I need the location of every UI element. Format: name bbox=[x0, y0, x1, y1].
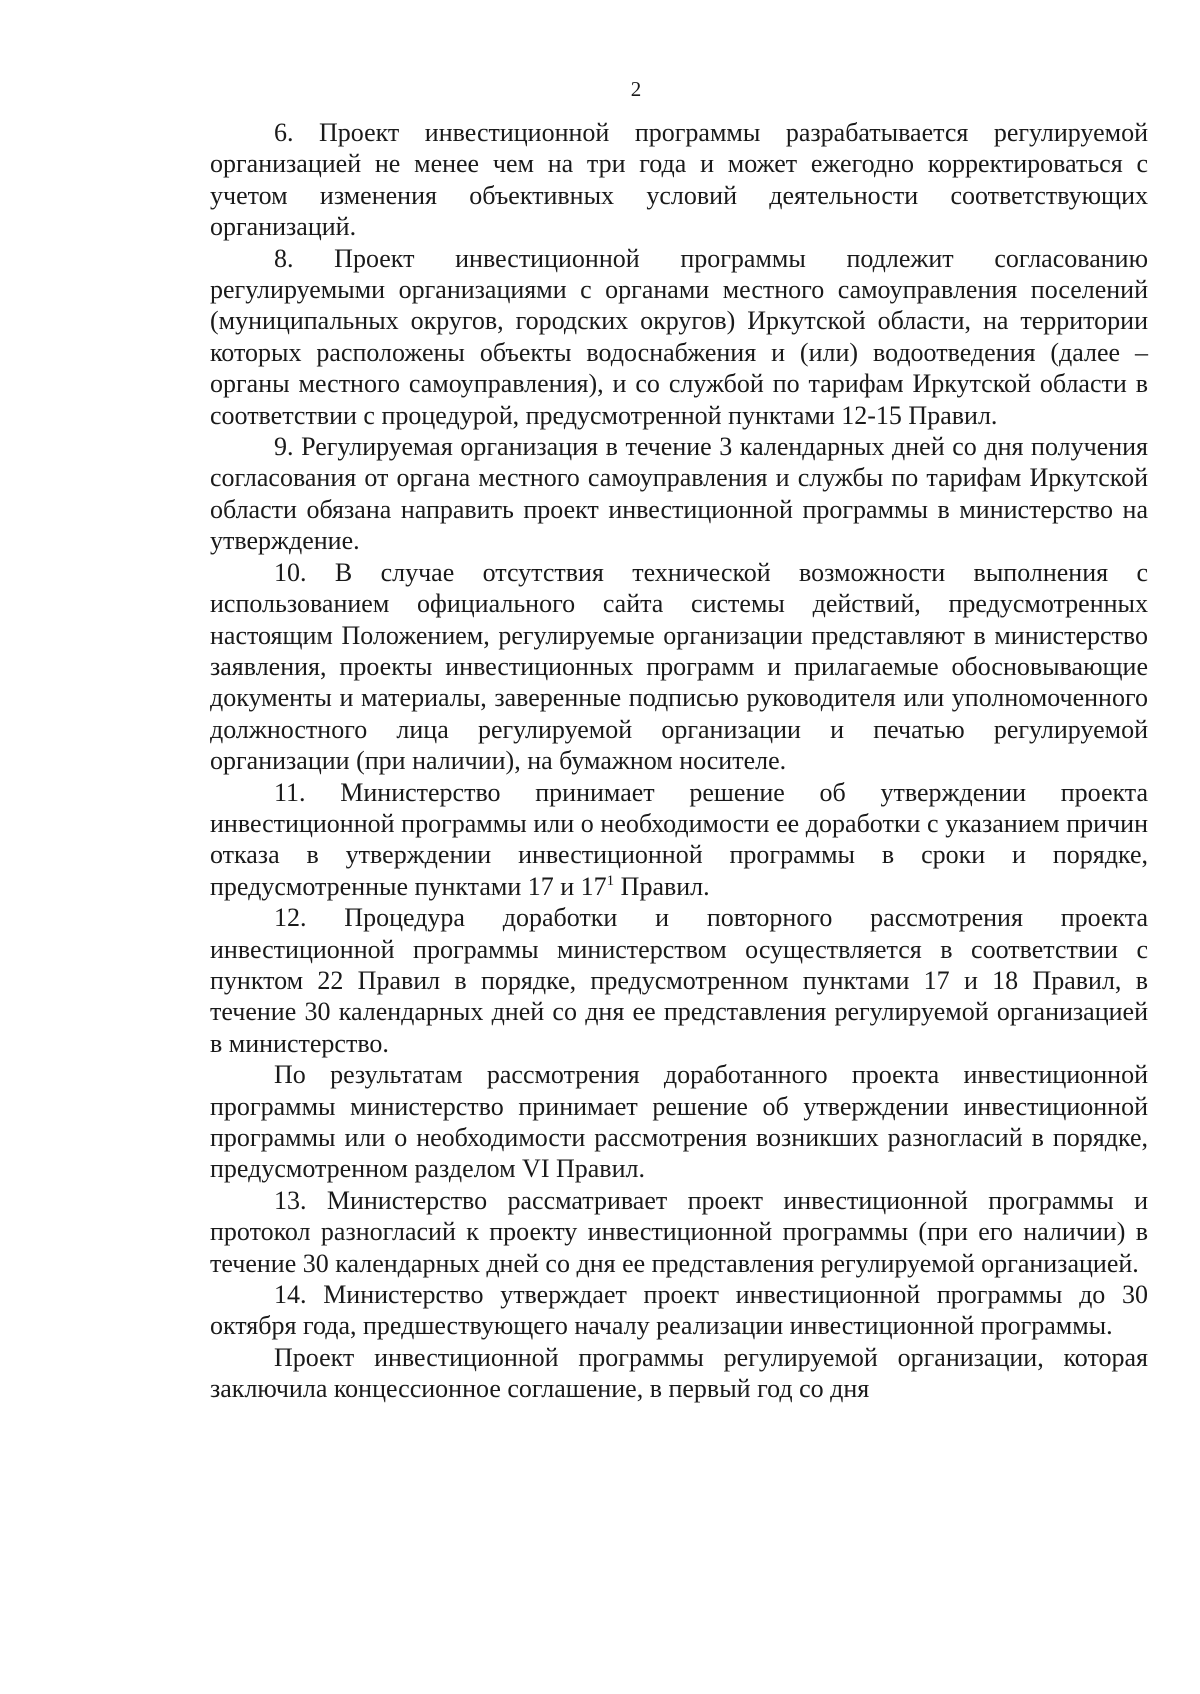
paragraph-10: 10. В случае отсутствия технической возможности выполнения с использованием официального сайта системы действий, предусмотренных настоящим Положением, регулируемые организации представляют в министерство заявления, проекты инвестиционных программ и прилагаемые обосновывающие документы и материалы, заверенные подписью руководителя или уполномоченного должностного лица регулируемой организации и печатью регулируемой организации (при наличии), на бумажном носителе. bbox=[210, 557, 1148, 776]
paragraph-11-tail: Правил. bbox=[614, 871, 710, 901]
paragraph-14-continuation: Проект инвестиционной программы регулируемой организации, которая заключила концессионное соглашение, в первый год со дня bbox=[210, 1342, 1148, 1404]
paragraph-11-superscript: 1 bbox=[606, 872, 615, 889]
paragraph-8: 8. Проект инвестиционной программы подлежит согласованию регулируемыми организациями с органами местного самоуправления поселений (муниципальных округов, городских округов) Иркутской области, на территории которых расположены объекты водоснабжения и (или) водоотведения (далее – органы местного самоуправления), и со службой по тарифам Иркутской области в соответствии с процедурой, предусмотренной пунктами 12-15 Правил. bbox=[210, 243, 1148, 430]
paragraph-14: 14. Министерство утверждает проект инвестиционной программы до 30 октября года, предшествующего началу реализации инвестиционной программы. bbox=[210, 1280, 1148, 1341]
paragraph-12: 12. Процедура доработки и повторного рассмотрения проекта инвестиционной программы министерством осуществляется в соответствии с пунктом 22 Правил в порядке, предусмотренном пунктами 17 и 18 Правил, в течение 30 календарных дней со дня ее представления регулируемой организацией в министерство. bbox=[210, 903, 1148, 1058]
paragraph-11-text: 11. Министерство принимает решение об утверждении проекта инвестиционной программы или о необходимости ее доработки с указанием причин отказа в утверждении инвестиционной программы в сроки и порядке, предусмотренные пунктами 17 и 17 bbox=[210, 777, 1148, 901]
paragraph-6: 6. Проект инвестиционной программы разрабатывается регулируемой организацией не менее чем на три года и может ежегодно корректироваться с учетом изменения объективных условий деятельности соответствующих организаций. bbox=[210, 118, 1148, 242]
paragraph-11 bbox=[210, 777, 1148, 903]
page-number: 2 bbox=[630, 77, 642, 101]
paragraph-12-continuation: По результатам рассмотрения доработанного проекта инвестиционной программы министерство принимает решение об утверждении инвестиционной программы или о необходимости рассмотрения возникших разногласий в порядке, предусмотренном разделом VI Правил. bbox=[210, 1060, 1148, 1184]
paragraph-9: 9. Регулируемая организация в течение 3 календарных дней со дня получения согласования от органа местного самоуправления и службы по тарифам Иркутской области обязана направить проект инвестиционной программы в министерство на утверждение. bbox=[210, 432, 1148, 556]
paragraph-13: 13. Министерство рассматривает проект инвестиционной программы и протокол разногласий к проекту инвестиционной программы (при его наличии) в течение 30 календарных дней со дня ее представления регулируемой организацией. bbox=[210, 1185, 1148, 1278]
document-body bbox=[210, 117, 1148, 1405]
